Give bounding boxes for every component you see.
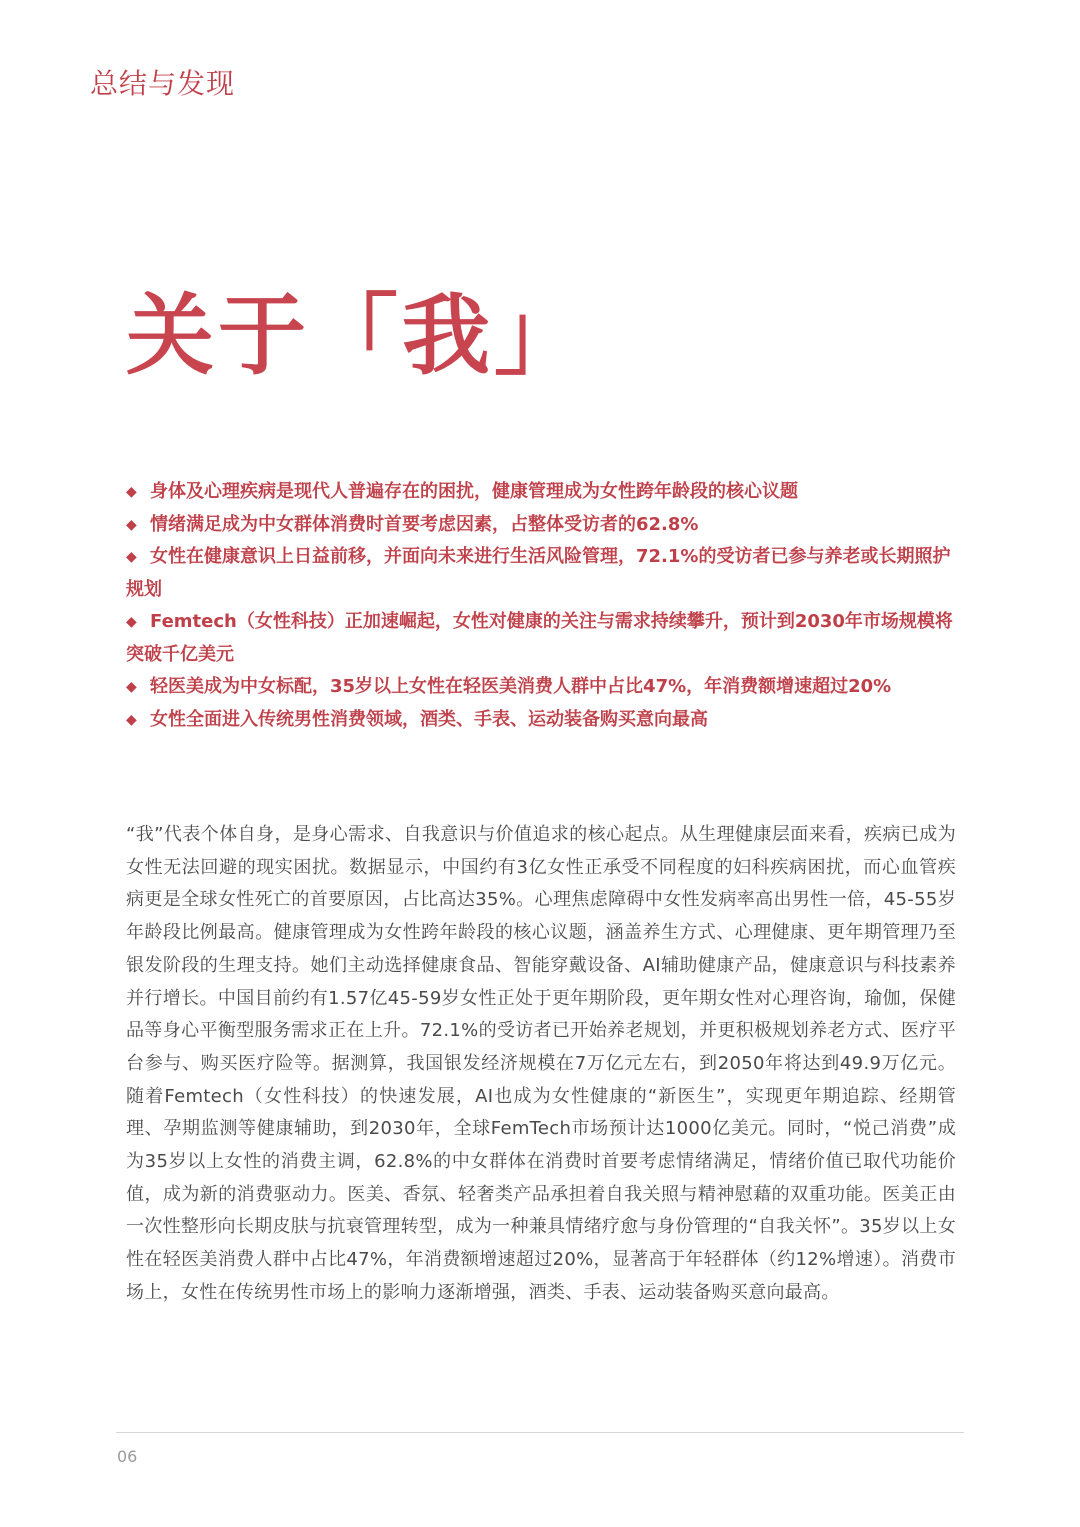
list-item-text: 身体及心理疾病是现代人普遍存在的困扰，健康管理成为女性跨年龄段的核心议题 [150, 481, 798, 502]
page-title: 关于「我」 [126, 284, 587, 387]
list-item [126, 541, 956, 606]
list-item [126, 704, 956, 737]
diamond-bullet-icon: ◆ [126, 516, 137, 533]
diamond-bullet-icon: ◆ [126, 614, 137, 630]
page-number: 06 [117, 1447, 138, 1466]
list-item-text: 轻医美成为中女标配，35岁以上女性在轻医美消费人群中占比47%，年消费额增速超过20% [150, 676, 892, 697]
footer-divider [116, 1432, 964, 1433]
list-item [126, 476, 956, 509]
diamond-bullet-icon: ◆ [126, 679, 137, 695]
list-item [126, 671, 956, 704]
list-item-text: 女性全面进入传统男性消费领域，酒类、手表、运动装备购买意向最高 [150, 708, 708, 730]
list-item [126, 509, 956, 542]
list-item-text: Femtech（女性科技）正加速崛起，女性对健康的关注与需求持续攀升，预计到2030年市场规模将突破千亿美元 [126, 611, 953, 665]
list-item-text: 女性在健康意识上日益前移，并面向未来进行生活风险管理，72.1%的受访者已参与养老或长期照护规划 [126, 546, 951, 600]
key-findings-list [126, 476, 956, 736]
body-paragraph: “我”代表个体自身，是身心需求、自我意识与价值追求的核心起点。从生理健康层面来看，疾病已成为女性无法回避的现实困扰。数据显示，中国约有3亿女性正承受不同程度的妇科疾病困扰，而心血管疾病更是全球女性死亡的首要原因，占比高达35%。心理焦虑障碍中女性发病率高出男性一倍，45-55岁年龄段比例最高。健康管理成为女性跨年龄段的核心议题，涵盖养生方式、心理健康、更年期管理乃至银发阶段的生理支持。她们主动选择健康食品、智能穿戴设备、AI辅助健康产品，健康意识与科技素养并行增长。中国目前约有1.57亿45-59岁女性正处于更年期阶段，更年期女性对心理咨询，瑜伽，保健品等身心平衡型服务需求正在上升。72.1%的受访者已开始养老规划，并更积极规划养老方式、医疗平台参与、购买医疗险等。据测算，我国银发经济规模在7万亿元左右，到2050年将达到49.9万亿元。随着Femtech（女性科技）的快速发展，AI也成为女性健康的“新医生”，实现更年期追踪、经期管理、孕期监测等健康辅助，到2030年，全球FemTech市场预计达1000亿美元。同时，“悦己消费”成为35岁以上女性的消费主调，62.8%的中女群体在消费时首要考虑情绪满足，情绪价值已取代功能价值，成为新的消费驱动力。医美、香氛、轻奢类产品承担着自我关照与精神慰藉的双重功能。医美正由一次性整形向长期皮肤与抗衰管理转型，成为一种兼具情绪疗愈与身份管理的“自我关怀”。35岁以上女性在轻医美消费人群中占比47%，年消费额增速超过20%，显著高于年轻群体（约12%增速）。消费市场上，女性在传统男性市场上的影响力逐渐增强，酒类、手表、运动装备购买意向最高。 [126, 824, 956, 1303]
diamond-bullet-icon: ◆ [126, 484, 137, 500]
list-item [126, 606, 956, 671]
list-item-text: 情绪满足成为中女群体消费时首要考虑因素，占整体受访者的62.8% [150, 513, 699, 535]
diamond-bullet-icon: ◆ [126, 549, 137, 565]
section-label: 总结与发现 [90, 67, 236, 100]
diamond-bullet-icon: ◆ [126, 711, 137, 728]
